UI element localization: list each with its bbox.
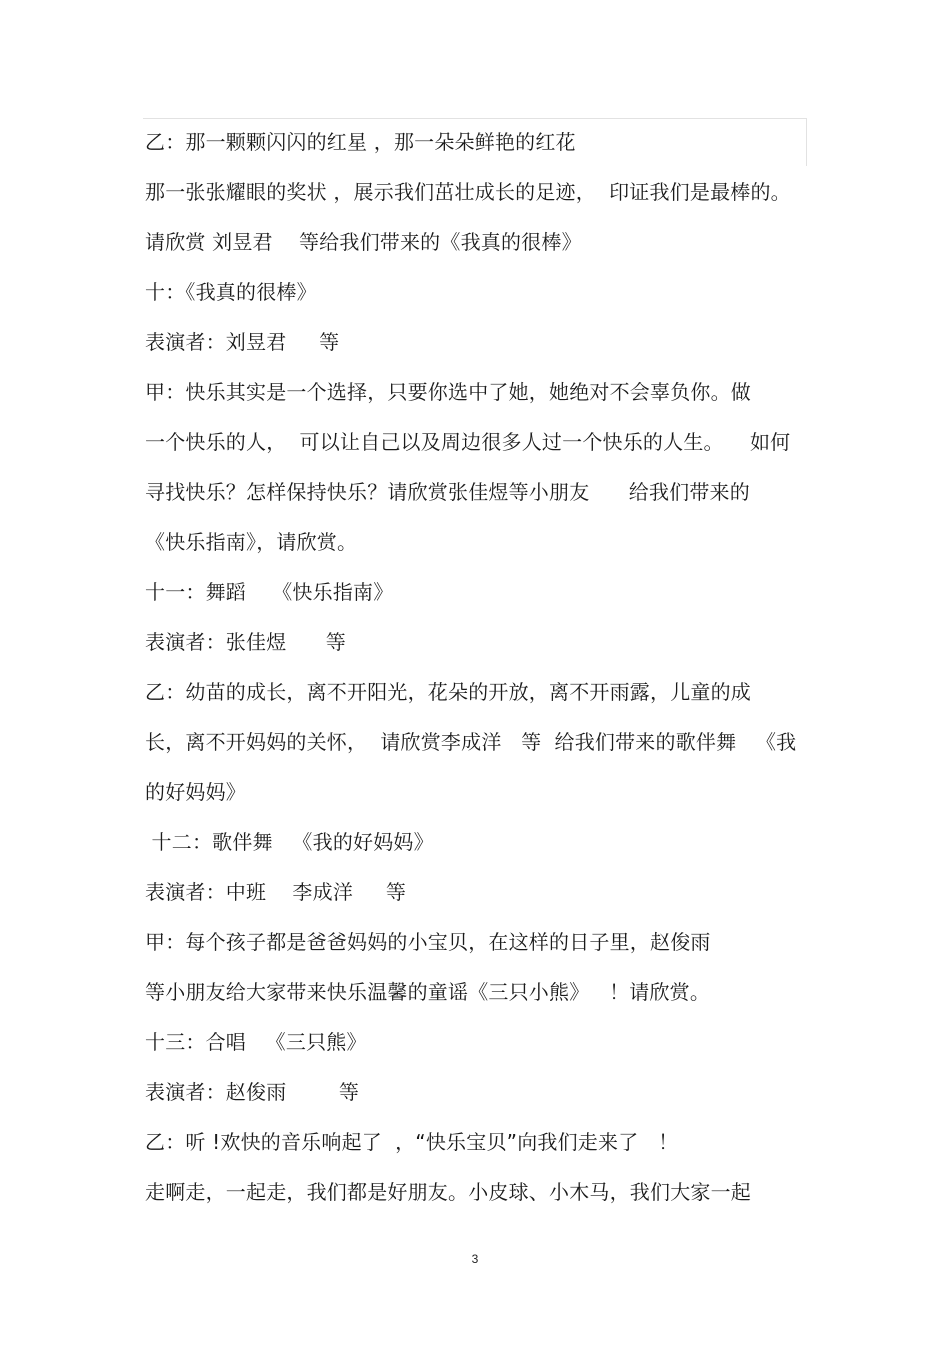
text-line: 《快乐指南》，请欣赏。 <box>145 530 358 554</box>
text-line: 表演者：中班 李成洋 等 <box>145 880 407 904</box>
text-line: 的好妈妈》 <box>145 780 246 804</box>
page-number: 3 <box>471 1252 479 1266</box>
text-line: 寻找快乐？怎样保持快乐？请欣赏张佳煜等小朋友 给我们带来的 <box>145 480 750 504</box>
text-box-border-right <box>806 118 807 166</box>
text-line: 乙：幼苗的成长，离不开阳光，花朵的开放，离不开雨露，儿童的成 <box>145 680 751 704</box>
text-line: 长，离不开妈妈的关怀， 请欣赏李成洋 等 给我们带来的歌伴舞 《我 <box>145 730 797 754</box>
text-line: 走啊走，一起走，我们都是好朋友。小皮球、小木马，我们大家一起 <box>145 1180 751 1204</box>
text-line: 十一：舞蹈 《快乐指南》 <box>145 580 394 604</box>
text-line: 十三：合唱 《三只熊》 <box>145 1030 367 1054</box>
text-box-border-top <box>143 118 806 119</box>
text-line: 十二：歌伴舞 《我的好妈妈》 <box>145 830 434 854</box>
text-line: 那一张张耀眼的奖状 ，展示我们茁壮成长的足迹， 印证我们是最棒的。 <box>145 180 791 204</box>
text-line: 表演者：刘昱君 等 <box>145 330 340 354</box>
text-line: 表演者：赵俊雨 等 <box>145 1080 360 1104</box>
text-line: 请欣赏 刘昱君 等给我们带来的《我真的很棒》 <box>145 230 582 254</box>
text-line: 甲：每个孩子都是爸爸妈妈的小宝贝，在这样的日子里，赵俊雨 <box>145 930 711 954</box>
text-line: 乙：那一颗颗闪闪的红星 ，那一朵朵鲜艳的红花 <box>145 130 576 154</box>
text-line: 等小朋友给大家带来快乐温馨的童谣《三只小熊》 ！请欣赏。 <box>145 980 711 1004</box>
text-line: 表演者：张佳煜 等 <box>145 630 346 654</box>
text-line: 乙：听 !欢快的音乐响起了 ，“快乐宝贝”向我们走来了 ！ <box>145 1130 679 1154</box>
text-line: 甲：快乐其实是一个选择，只要你选中了她，她绝对不会辜负你。做 <box>145 380 751 404</box>
text-line: 一个快乐的人， 可以让自己以及周边很多人过一个快乐的人生。 如何 <box>145 430 791 454</box>
text-line: 十：《我真的很棒》 <box>145 280 317 304</box>
